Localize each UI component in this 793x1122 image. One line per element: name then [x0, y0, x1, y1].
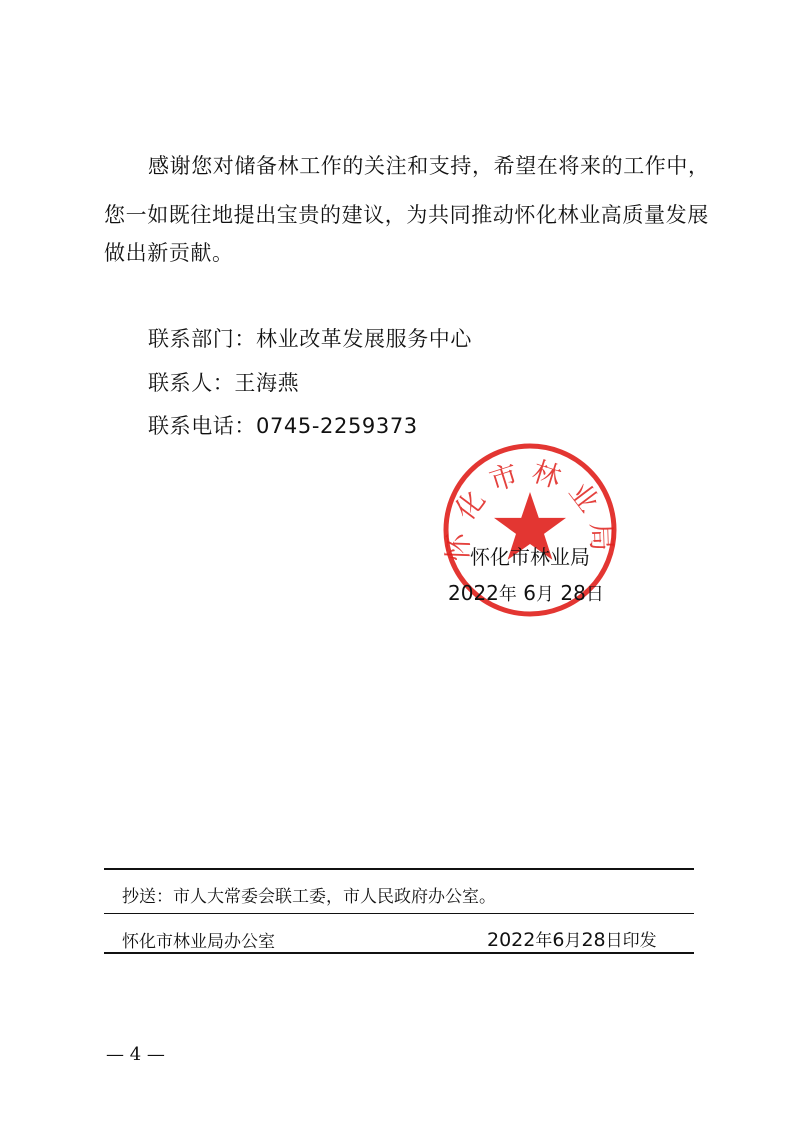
signature-year: 2022: [448, 581, 499, 605]
contact-phone-value: 0745-2259373: [256, 414, 418, 438]
page-number: — 4 —: [106, 1044, 165, 1065]
footer-middle-rule: [104, 913, 694, 914]
contact-department: [148, 323, 472, 353]
contact-phone-label: 联系电话：: [148, 414, 256, 438]
signature-month-unit: 月: [536, 584, 554, 605]
footer-issue-day: 28: [581, 929, 606, 951]
contact-person: [148, 367, 299, 397]
seal-text: 怀化市林业局: [441, 454, 619, 562]
footer-issue-month: 6: [552, 929, 565, 951]
contact-person-label: 联系人：: [148, 371, 235, 395]
footer-cc: [122, 882, 496, 907]
signature-day: 28: [560, 581, 586, 605]
signature-year-unit: 年: [498, 584, 517, 605]
footer-issuer: 怀化市林业局办公室: [122, 932, 275, 952]
contact-person-value: 王海燕: [234, 371, 300, 395]
footer-cc-label: 抄送：: [122, 887, 173, 907]
footer-issue-month-unit: 月: [564, 931, 582, 951]
signature-day-unit: 日: [585, 584, 604, 605]
footer-cc-value: 市人大常委会联工委，市人民政府办公室。: [173, 887, 496, 907]
footer-issue-day-suffix: 日印发: [605, 931, 657, 951]
body-line-3: 做出新贡献。: [104, 241, 234, 265]
signature-date: [448, 580, 604, 606]
footer-bottom-rule: [104, 952, 694, 954]
contact-department-value: 林业改革发展服务中心: [256, 327, 472, 351]
contact-phone: [148, 410, 418, 440]
signature-org: 怀化市林业局: [470, 545, 590, 569]
signature-month: 6: [523, 581, 536, 605]
footer-issue-date: [487, 926, 657, 951]
body-line-1: 感谢您对储备林工作的关注和支持，希望在将来的工作中，: [148, 154, 710, 178]
footer-issue-year-unit: 年: [535, 931, 553, 951]
body-line-2: 您一如既往地提出宝贵的建议，为共同推动怀化林业高质量发展: [104, 203, 709, 227]
footer-issue-year: 2022: [487, 929, 536, 951]
contact-department-label: 联系部门：: [148, 327, 256, 351]
footer-top-rule: [104, 868, 694, 870]
